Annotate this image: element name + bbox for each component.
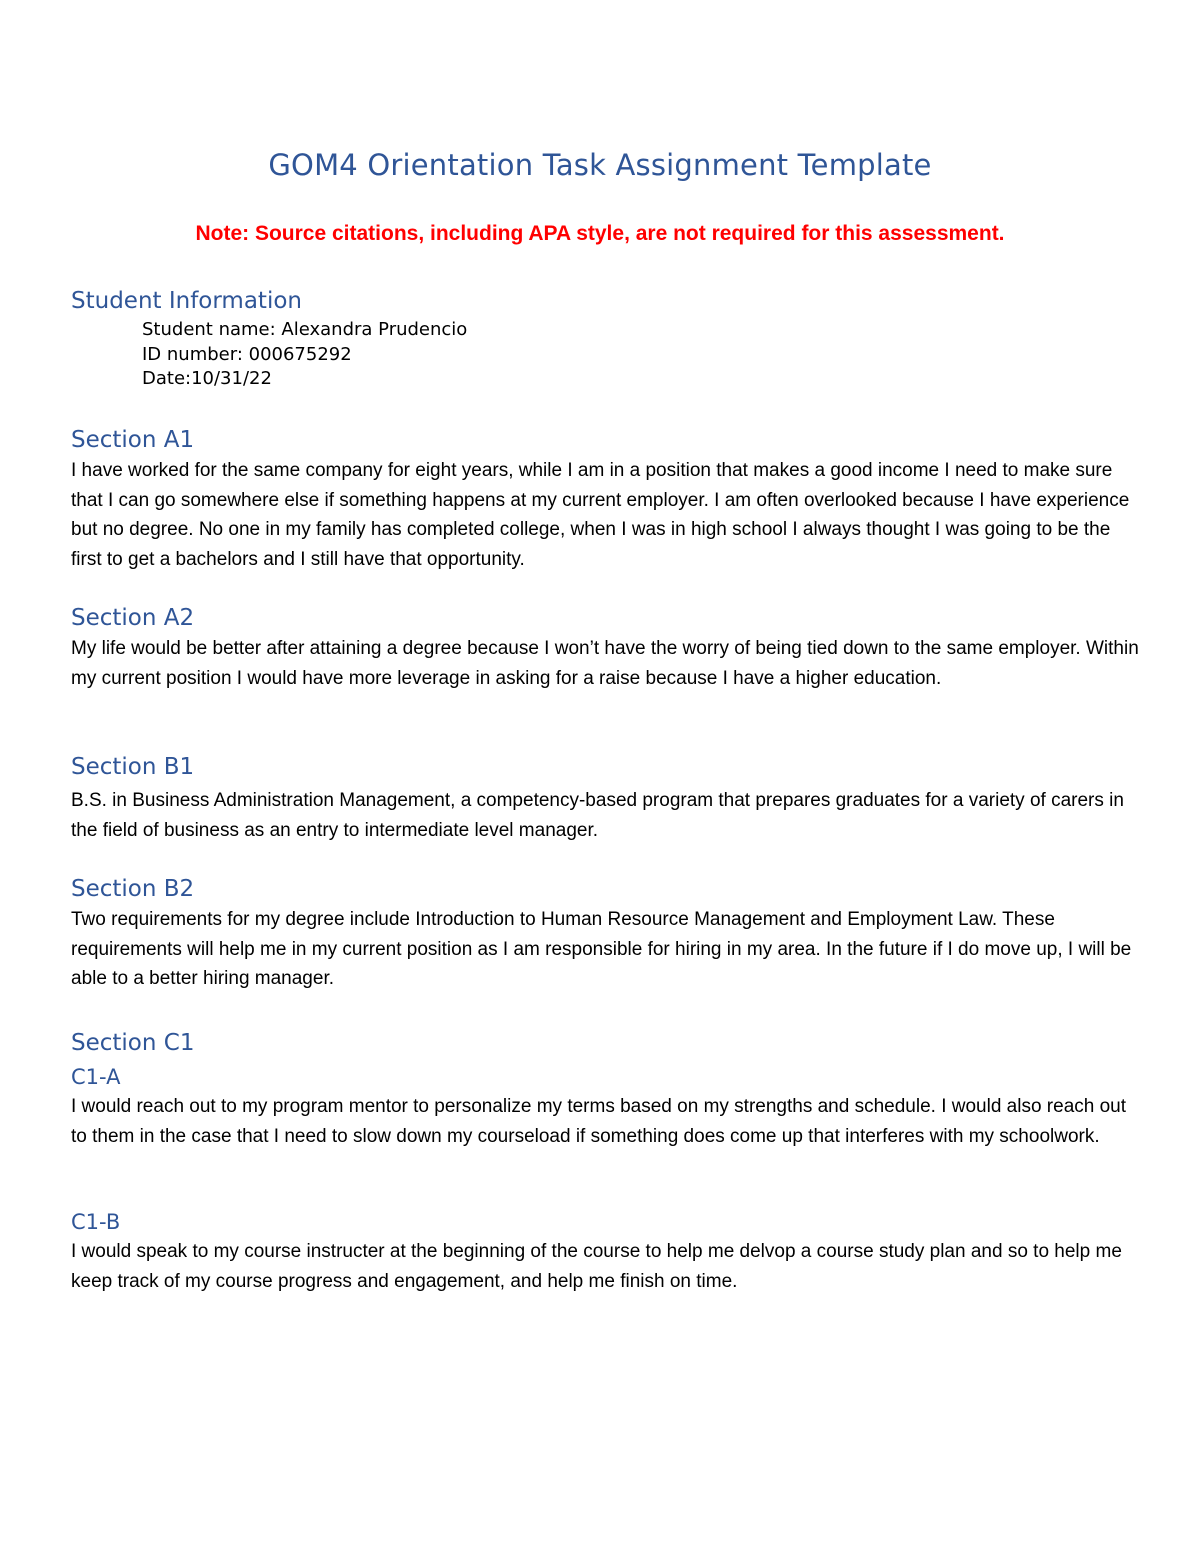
- section-a1-body: I have worked for the same company for eight years, while I am in a position that makes a good income I need to make sure that I can go somewhere else if something happens at my current employer. I am often overlooked because I have experience but no degree. No one in my family has completed college, when I was in high school I always thought I was going to be the first to get a bachelors and I still have that opportunity.: [71, 460, 1130, 570]
- section-c1-heading: Section C1: [71, 1030, 195, 1056]
- section-b2-body: Two requirements for my degree include Introduction to Human Resource Management and Employment Law. These requirements will help me in my current position as I am responsible for hiring in my area. In the future if I do move up, I will be able to a better hiring manager.: [71, 909, 1132, 989]
- section-a2-heading: Section A2: [71, 605, 195, 631]
- section-a1-heading: Section A1: [71, 427, 195, 453]
- section-c1a-heading: C1-A: [71, 1065, 121, 1089]
- date-line: Date:10/31/22: [142, 368, 272, 389]
- section-b1-heading: Section B1: [71, 754, 195, 780]
- student-name-line: Student name: Alexandra Prudencio: [142, 319, 468, 340]
- assessment-note: Note: Source citations, including APA style, are not required for this assessment.: [195, 222, 1005, 245]
- section-c1b-body: I would speak to my course instructer at the beginning of the course to help me delvop a course study plan and so to help me keep track of my course progress and engagement, and help me finish on time.: [71, 1241, 1122, 1292]
- student-information-heading: Student Information: [71, 288, 302, 314]
- section-b2-heading: Section B2: [71, 876, 195, 902]
- section-a2-body: My life would be better after attaining a degree because I won’t have the worry of being tied down to the same employer. Within my current position I would have more leverage in asking for a raise because I have a higher education.: [71, 638, 1139, 689]
- section-c1b-heading: C1-B: [71, 1210, 121, 1234]
- section-b1-body: B.S. in Business Administration Management, a competency-based program that prepares graduates for a variety of carers in the field of business as an entry to intermediate level manager.: [71, 790, 1124, 841]
- student-id-line: ID number: 000675292: [142, 344, 352, 365]
- section-c1a-body: I would reach out to my program mentor to personalize my terms based on my strengths and schedule. I would also reach out to them in the case that I need to slow down my courseload if something does come up that interferes with my schoolwork.: [71, 1096, 1127, 1147]
- document-title: GOM4 Orientation Task Assignment Template: [268, 148, 932, 182]
